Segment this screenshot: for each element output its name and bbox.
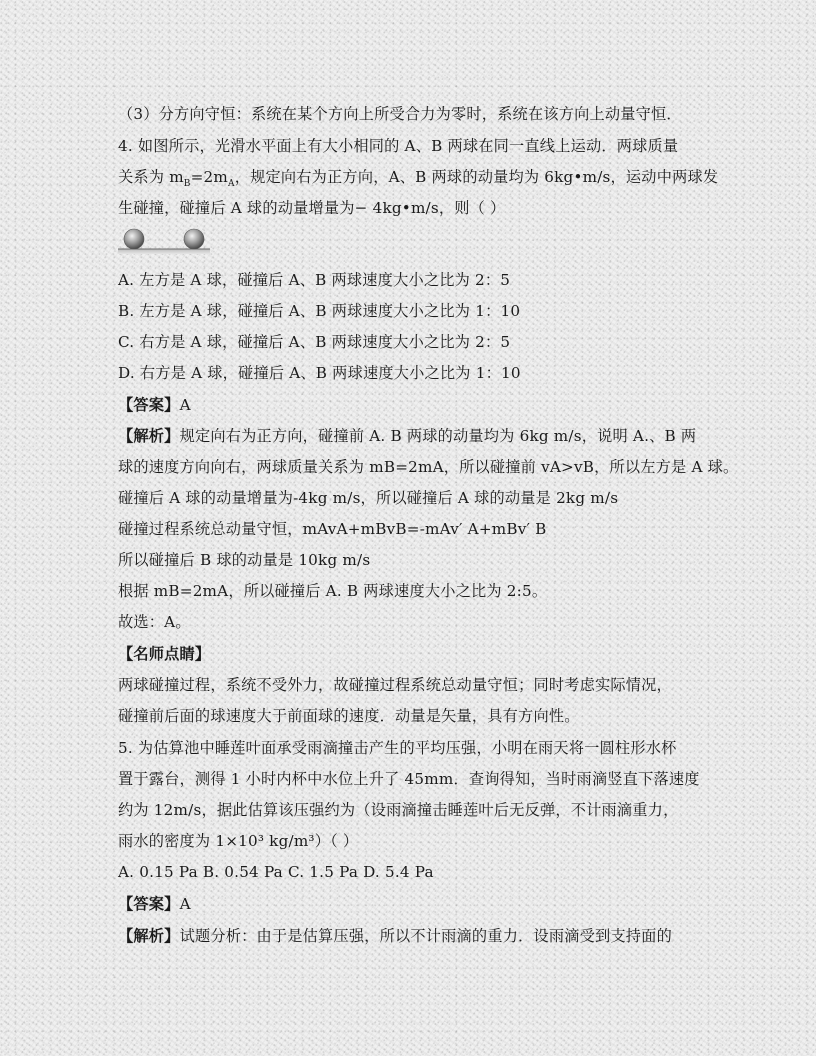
ground-surface <box>118 249 210 254</box>
q5-options: A. 0.15 Pa B. 0.54 Pa C. 1.5 Pa D. 5.4 Pa <box>118 863 434 881</box>
q4-subscript: B <box>183 179 191 190</box>
q4-option-d: D. 右方是 A 球，碰撞后 A、B 两球速度大小之比为 1：10 <box>118 364 521 382</box>
q4-analysis-line-7: 故选：A。 <box>118 613 191 631</box>
answer-label: 【答案】 <box>118 396 180 414</box>
q4-option-b: B. 左方是 A 球，碰撞后 A、B 两球速度大小之比为 1：10 <box>118 302 521 320</box>
q5-stem-line-4: 雨水的密度为 1×10³ kg/m³）（ ） <box>118 832 359 850</box>
q4-analysis-line-1 <box>118 426 696 446</box>
ball-right <box>184 229 204 249</box>
q5-stem-line-2: 置于露台，测得 1 小时内杯中水位上升了 45mm．查询得知，当时雨滴竖直下落速度 <box>118 770 700 788</box>
q4-stem-line-3: 生碰撞，碰撞后 A 球的动量增量为− 4kg•m/s，则（ ） <box>118 199 506 217</box>
answer-value: A <box>179 396 191 414</box>
q5-answer <box>118 894 191 914</box>
q4-stem-line-1: 4. 如图所示，光滑水平面上有大小相同的 A、B 两球在同一直线上运动．两球质量 <box>118 137 679 155</box>
q4-stem-text: 关系为 m <box>118 168 184 186</box>
answer-value: A <box>179 895 191 913</box>
teacher-tip-line-1: 两球碰撞过程，系统不受外力，故碰撞过程系统总动量守恒；同时考虑实际情况， <box>118 676 672 694</box>
q4-subscript: A <box>228 179 235 190</box>
ball-left <box>124 229 144 249</box>
teacher-tip-label: 【名师点睛】 <box>118 645 211 663</box>
q4-option-c: C. 右方是 A 球，碰撞后 A、B 两球速度大小之比为 2：5 <box>118 333 511 351</box>
q4-option-a: A. 左方是 A 球，碰撞后 A、B 两球速度大小之比为 2：5 <box>118 271 511 289</box>
analysis-text: 规定向右为正方向，碰撞前 A. B 两球的动量均为 6kg m/s，说明 A.、B 两 <box>179 427 697 445</box>
section-3-text: （3）分方向守恒：系统在某个方向上所受合力为零时，系统在该方向上动量守恒． <box>118 105 682 123</box>
q4-analysis-line-4: 碰撞过程系统总动量守恒，mAvA+mBvB=-mAv′ A+mBv′ B <box>118 520 547 538</box>
q4-stem-line-2 <box>118 167 719 190</box>
analysis-label: 【解析】 <box>118 927 180 945</box>
teacher-tip-line-2: 碰撞前后面的球速度大于前面球的速度．动量是矢量，具有方向性。 <box>118 707 580 725</box>
analysis-label: 【解析】 <box>118 427 180 445</box>
q5-analysis-line-1 <box>118 926 672 946</box>
q4-stem-text: ，规定向右为正方向，A、B 两球的动量均为 6kg•m/s，运动中两球发 <box>234 168 719 186</box>
q4-analysis-line-2: 球的速度方向向右，两球质量关系为 mB=2mA，所以碰撞前 vA>vB，所以左方是 A 球。 <box>118 458 739 476</box>
q4-stem-text: =2m <box>190 168 229 186</box>
q4-analysis-line-6: 根据 mB=2mA，所以碰撞后 A. B 两球速度大小之比为 2:5。 <box>118 582 548 600</box>
q5-stem-line-1: 5. 为估算池中睡莲叶面承受雨滴撞击产生的平均压强，小明在雨天将一圆柱形水杯 <box>118 739 677 757</box>
q4-analysis-line-3: 碰撞后 A 球的动量增量为-4kg m/s，所以碰撞后 A 球的动量是 2kg m/s <box>118 489 619 507</box>
answer-label: 【答案】 <box>118 895 180 913</box>
q4-answer <box>118 395 191 415</box>
analysis-text: 试题分析：由于是估算压强，所以不计雨滴的重力．设雨滴受到支持面的 <box>179 927 672 945</box>
q5-stem-line-3: 约为 12m/s，据此估算该压强约为（设雨滴撞击睡莲叶后无反弹，不计雨滴重力， <box>118 801 679 819</box>
two-balls-figure <box>118 226 218 256</box>
q4-analysis-line-5: 所以碰撞后 B 球的动量是 10kg m/s <box>118 551 371 569</box>
